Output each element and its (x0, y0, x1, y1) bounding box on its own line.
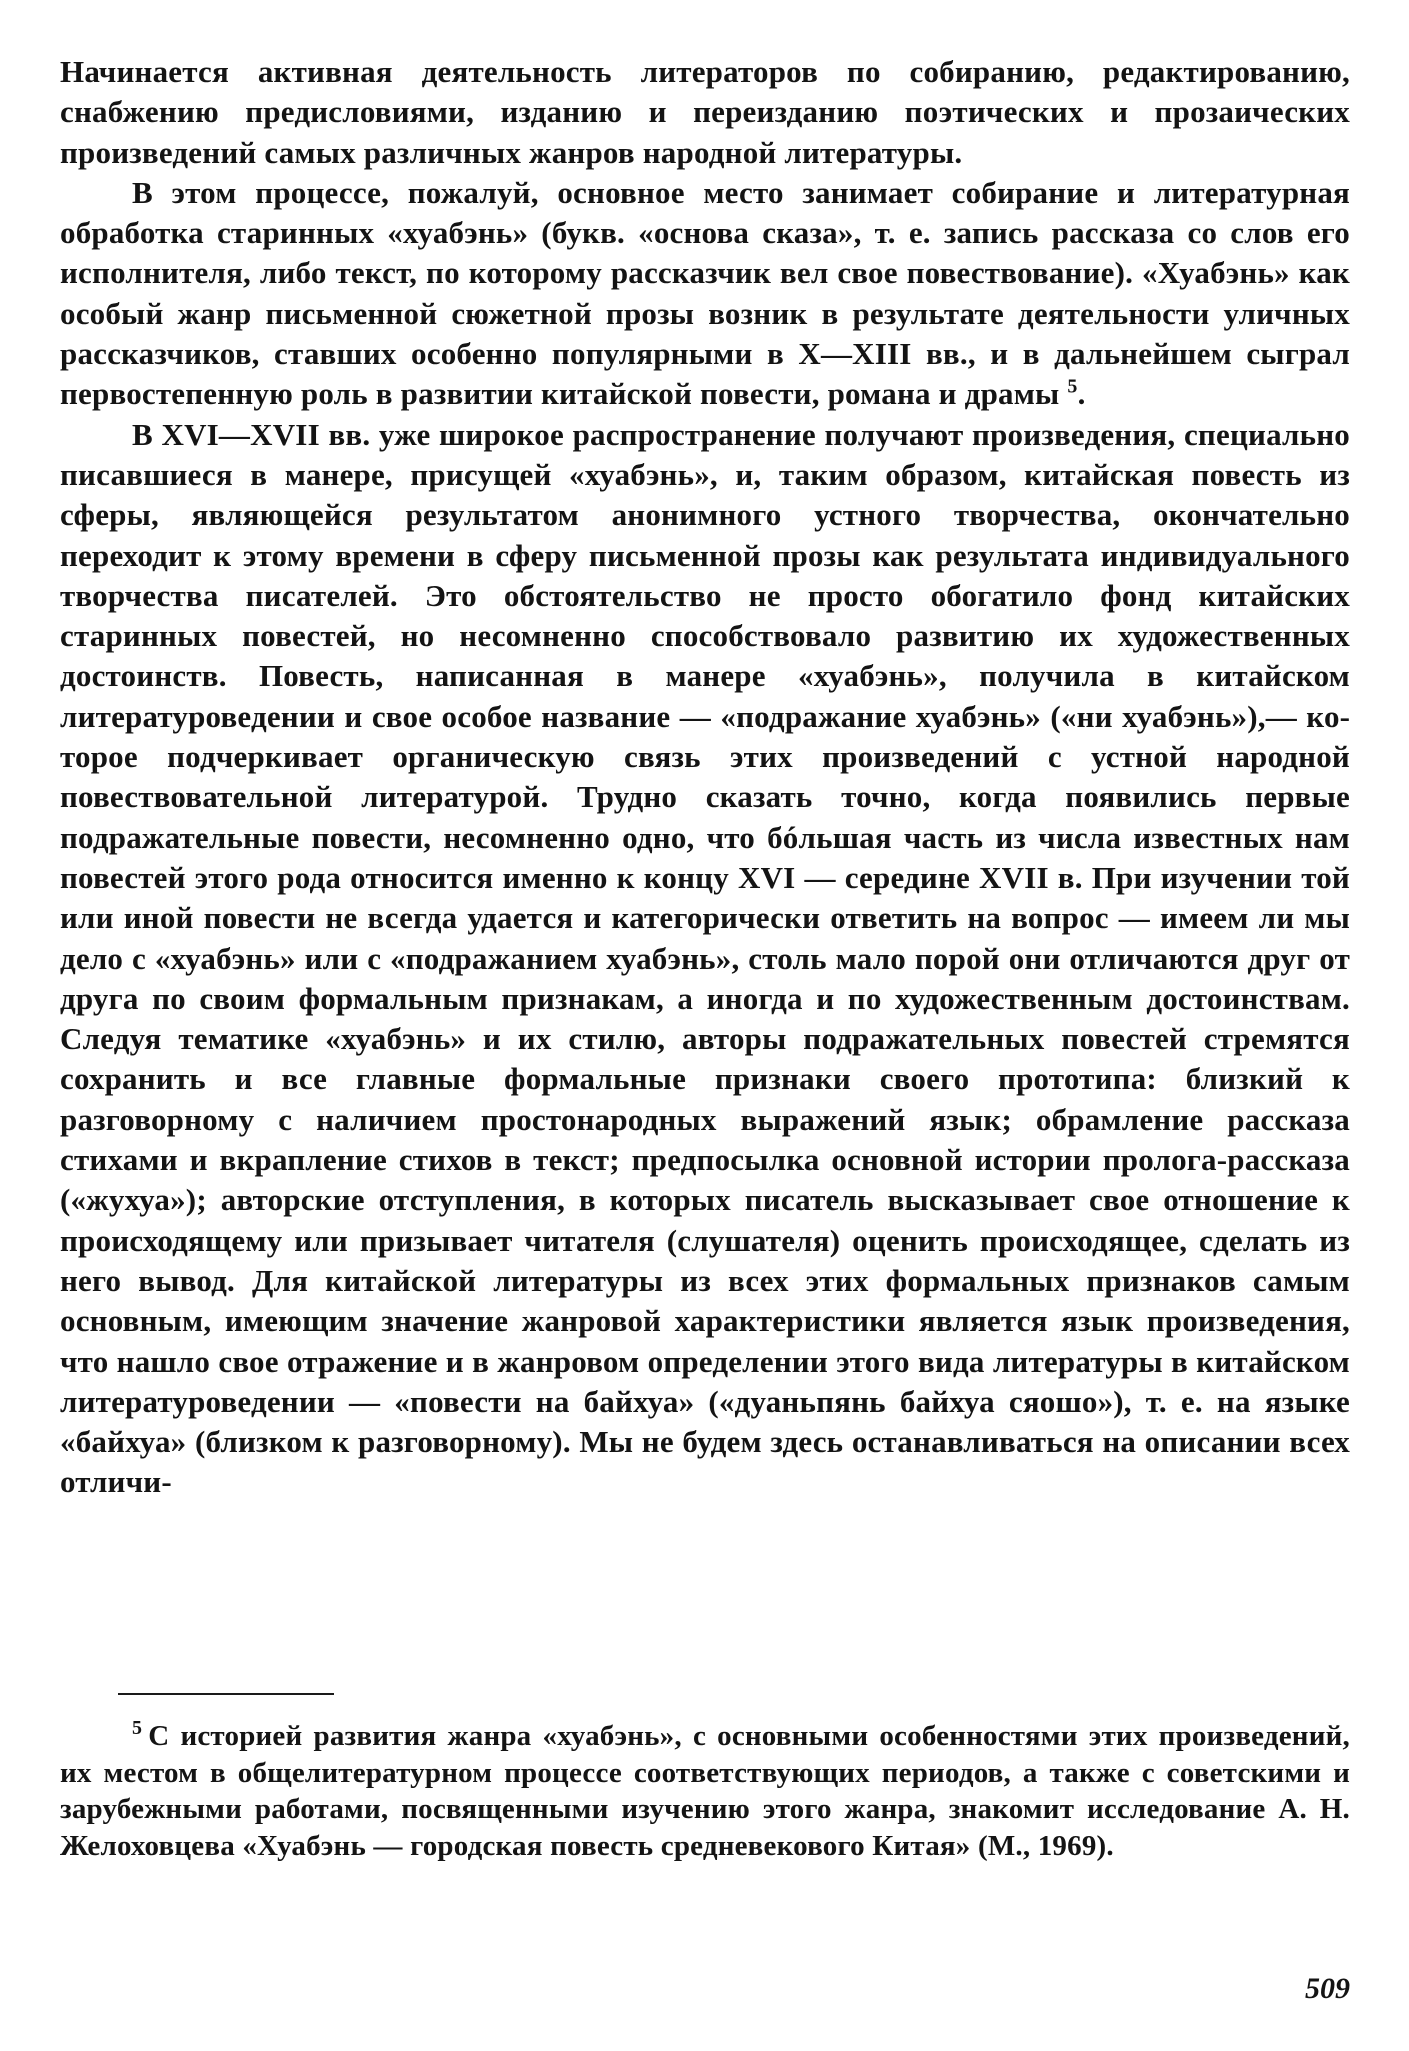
page (60, 52, 1350, 2042)
page-number: 509 (1305, 1972, 1350, 2005)
paragraph-2-period: . (1077, 376, 1086, 412)
paragraph-2 (60, 173, 1350, 415)
footnote-marker: 5 (132, 1717, 143, 1740)
footnote-reference[interactable]: 5 (1067, 376, 1078, 399)
paragraph-3: В XVI—XVII вв. уже широкое распространение получают произведения, специально писавшиеся в манере, присущей «хуабэнь», и, таким образом, китайская повесть из сферы, являющейся результатом анонимного устного творчества, окончательно переходит к этому времени в сферу письменной прозы как результата индивидуального творчества писателей. Это обстоятельство не просто обогатило фонд китайских старинных повестей, но несомненно способствовало развитию их художественных достоинств. Повесть, написанная в манере «хуабэнь», получила в китайском литературоведении и свое особое название — «подражание хуабэнь» («ни хуабэнь»),— которое подчеркивает органическую связь этих произведений с устной народной повествовательной литературой. Трудно сказать точно, когда появились первые подражательные повести, несомненно одно, что бóльшая часть из числа известных нам повестей этого рода относится именно к концу XVI — середине XVII в. При изучении той или иной повести не всегда удается и категорически ответить на вопрос — имеем ли мы дело с «хуабэнь» или с «подражанием хуабэнь», столь мало порой они отличаются друг от друга по своим формальным признакам, а иногда и по художественным достоинствам. Следуя тематике «хуабэнь» и их стилю, авторы подражательных повестей стремятся сохранить и все главные формальные признаки своего прототипа: близкий к разговорному с наличием простонародных выражений язык; обрамление рассказа стихами и вкрапление стихов в текст; предпосылка основной истории пролога-рассказа («жухуа»); авторские отступления, в которых писатель высказывает свое отношение к происходящему или призывает читателя (слушателя) оценить происходящее, сделать из него вывод. Для китайской литературы из всех этих формальных признаков самым основным, имеющим значение жанровой характеристики является язык произведения, что нашло свое отражение и в жанровом определении этого вида литературы в китайском литературоведении — «повести на байхуа» («дуаньпянь байхуа сяошо»), т. е. на языке «байхуа» (близком к разговорному). Мы не будем здесь останавливаться на описании всех отличи- (60, 416, 1350, 1500)
footnote-text: С историей развития жанра «хуабэнь», с основными особенностями этих произведений, их местом в общелитературном процессе соответствующих периодов, а также с советскими и зарубежными работами, посвященными изучению этого жанра, знакомит исследование А. Н. Желоховцева «Хуабэнь — городская повесть средневекового Китая» (М., 1969). (60, 1720, 1350, 1862)
footnote-divider (118, 1693, 334, 1695)
paragraph-2-text: В этом процессе, пожалуй, основное место занимает собирание и литературная обработка старинных «хуабэнь» (букв. «основа сказа», т. е. запись рассказа со слов его исполнителя, либо текст, по которому рассказчик вел свое повествование). «Хуабэнь» как особый жанр письменной сюжетной прозы возник в результате деятельности уличных рассказчиков, ставших особенно популярными в X—XIII вв., и в дальнейшем сыграл первостепенную роль в развитии китайской повести, романа и драмы (60, 174, 1350, 412)
paragraph-1: Начинается активная деятельность литераторов по собиранию, редактированию, снабжению предисловиями, изданию и переизданию поэтических и прозаических произведений самых различных жанров народной литературы. (60, 54, 1350, 170)
footnote (60, 1718, 1350, 1864)
